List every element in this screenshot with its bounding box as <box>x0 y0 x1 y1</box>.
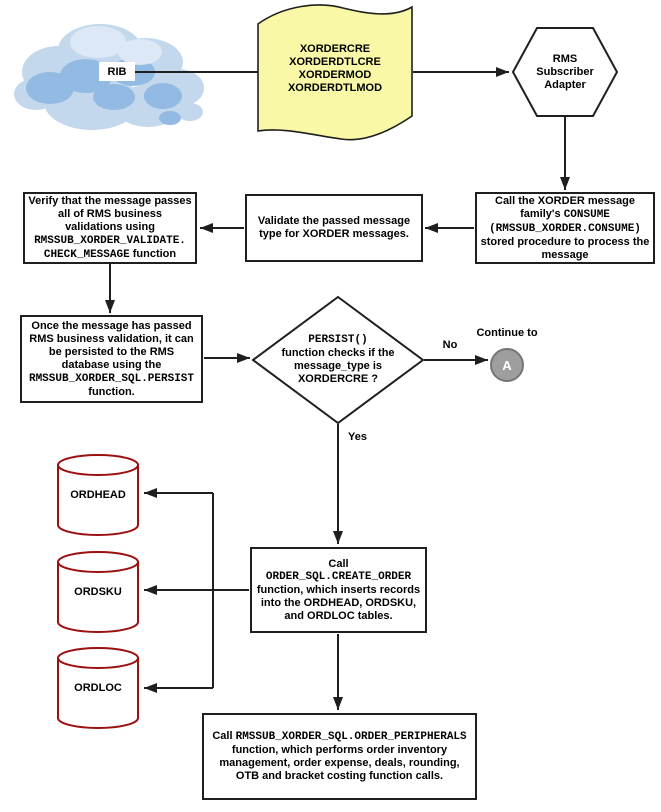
create-order-box-text <box>255 558 422 623</box>
hexagon-line: RMS <box>552 52 578 65</box>
hexagon-label <box>515 52 615 92</box>
persist-text-segment: function. <box>88 385 135 398</box>
peripherals-text-segment: function, which performs order inventory management, order expense, deals, rounding, OTB and bracket costing function calls. <box>219 744 460 782</box>
create-order-call: Call <box>328 557 349 570</box>
decision-question: function checks if the message_type is XORDERCRE ? <box>281 347 395 385</box>
consume-box-text <box>480 195 650 262</box>
consume-text-segment: stored procedure to process the message <box>480 235 650 261</box>
validate-box <box>245 194 423 262</box>
persist-box-text <box>25 320 198 399</box>
no-edge-label: No <box>442 339 458 351</box>
decision-code: PERSIST() <box>308 334 368 346</box>
consume-text-segment: Call the XORDER message family's <box>495 194 635 220</box>
ordsku-label: ORDSKU <box>74 585 122 598</box>
peripherals-text-segment: Call <box>212 730 236 742</box>
peripherals-box-text <box>207 730 472 783</box>
yes-edge-label: Yes <box>348 431 367 443</box>
consume-box <box>475 192 655 264</box>
ordhead-label: ORDHEAD <box>70 488 126 501</box>
document-line: XORDERCRE <box>299 43 371 55</box>
peripherals-code-segment: RMSSUB_XORDER_SQL.ORDER_PERIPHERALS <box>235 731 467 743</box>
document-message-list <box>263 38 407 100</box>
verify-box <box>23 192 197 264</box>
document-line: XORDERDTLCRE <box>289 56 381 68</box>
rib-text: RIB <box>107 65 127 78</box>
rib-cloud-label <box>99 62 135 81</box>
persist-code-segment: RMSSUB_XORDER_SQL.PERSIST <box>28 372 195 385</box>
persist-text-segment: Once the message has passed RMS business validation, it can be persisted to the RMS database using the <box>29 319 194 371</box>
peripherals-box <box>202 713 477 800</box>
consume-code-segment: CONSUME (RMSSUB_XORDER.CONSUME) <box>489 208 641 235</box>
connector-a-label: A <box>502 357 512 373</box>
verify-code-segment: RMSSUB_XORDER_VALIDATE. CHECK_MESSAGE <box>34 234 186 261</box>
create-order-code: ORDER_SQL.CREATE_ORDER <box>265 570 412 583</box>
verify-box-text <box>28 195 192 262</box>
create-order-rest: function, which inserts records into the ORDHEAD, ORDSKU, and ORDLOC tables. <box>256 583 421 622</box>
verify-text-segment: function <box>129 247 177 260</box>
hexagon-line: Subscriber <box>536 65 594 78</box>
verify-text-segment: Verify that the message passes all of RMS business validations using <box>28 194 192 233</box>
ordloc-label: ORDLOC <box>74 681 122 694</box>
hexagon-line: Adapter <box>544 78 586 91</box>
validate-box-text: Validate the passed message type for XORDER messages. <box>257 215 411 240</box>
document-line: XORDERMOD <box>298 69 372 81</box>
decision-label <box>270 328 406 392</box>
document-line: XORDERDTLMOD <box>287 82 383 94</box>
continue-to-label: Continue to <box>476 327 538 339</box>
persist-box <box>20 315 203 403</box>
create-order-box <box>250 547 427 633</box>
